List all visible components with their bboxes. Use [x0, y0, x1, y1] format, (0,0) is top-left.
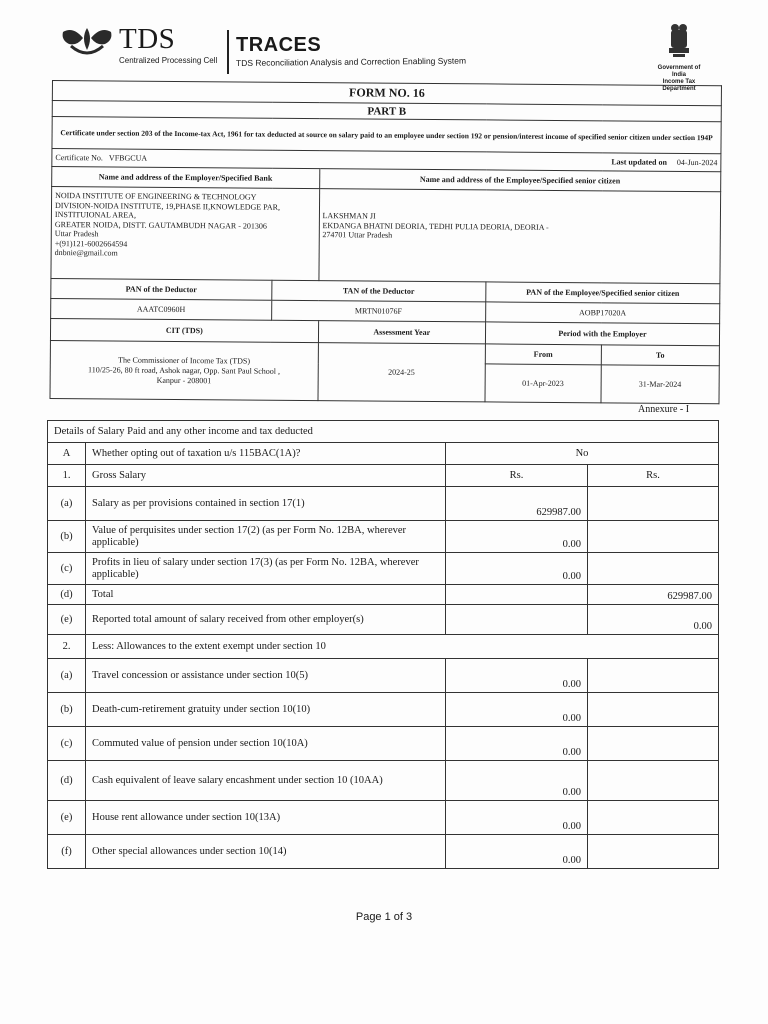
employee-header: Name and address of the Employee/Specified senior citizen — [319, 169, 721, 192]
row-label: (d) — [48, 761, 86, 801]
employee-address — [319, 189, 721, 284]
certificate-text: Certificate under section 203 of the Income-tax Act, 1961 for tax deducted at source on salary paid to an employee under section 192 or pension/interest income of specified senior citizen under section 194P — [52, 117, 721, 154]
row-text: Reported total amount of salary received from other employer(s) — [86, 605, 446, 635]
table-row — [48, 761, 719, 801]
table-row — [48, 659, 719, 693]
cit-label: CIT (TDS) — [50, 318, 318, 342]
amount: 629987.00 — [588, 585, 719, 605]
amount: 0.00 — [446, 801, 588, 835]
amount: 0.00 — [446, 659, 588, 693]
certificate-no-label: Certificate No. — [55, 153, 103, 163]
amount — [446, 605, 588, 635]
row-text: Other special allowances under section 10(14) — [86, 835, 446, 869]
row-text: Gross Salary — [86, 465, 446, 487]
table-row — [48, 521, 719, 553]
rs-column-header: Rs. — [588, 465, 719, 487]
document-header — [55, 22, 715, 92]
amount: 0.00 — [446, 553, 588, 585]
header-divider — [227, 30, 229, 74]
gov-line1: Government of India — [657, 65, 701, 78]
row-label: A — [48, 443, 86, 465]
row-label: 1. — [48, 465, 86, 487]
cit-address — [50, 340, 318, 400]
row-label: (a) — [48, 659, 86, 693]
pan-deductor-label: PAN of the Deductor — [51, 278, 272, 300]
employer-address — [51, 187, 319, 281]
certificate-no: VFBGCUA — [108, 153, 148, 163]
to-label: To — [601, 345, 719, 366]
period-from: 01-Apr-2023 — [485, 364, 601, 403]
form-title: FORM NO. 16 — [52, 81, 721, 106]
amount: 0.00 — [446, 521, 588, 553]
pan-employee: AOBP17020A — [485, 302, 719, 324]
table-row — [48, 553, 719, 585]
amount — [588, 487, 719, 521]
row-label: (c) — [48, 553, 86, 585]
employer-line: NOIDA INSTITUTE OF ENGINEERING & TECHNOLOGY — [55, 191, 257, 202]
cit-line: Kanpur - 208001 — [156, 375, 212, 385]
amount — [446, 585, 588, 605]
tds-title: TDS — [119, 23, 176, 55]
row-text: Less: Allowances to the extent exempt under section 10 — [86, 635, 719, 659]
row-text: Value of perquisites under section 17(2) (as per Form No. 12BA, wherever applicable) — [86, 521, 446, 553]
pan-deductor: AAATC0960H — [51, 298, 272, 320]
employee-line: LAKSHMAN JI — [322, 211, 376, 221]
emblem-icon — [664, 22, 694, 60]
tan-deductor-label: TAN of the Deductor — [272, 280, 486, 302]
amount: 0.00 — [588, 605, 719, 635]
row-label: (b) — [48, 521, 86, 553]
cit-line: 110/25-26, 80 ft road, Ashok nagar, Opp. Sant Paul School , — [87, 364, 281, 376]
table-row — [48, 487, 719, 521]
row-label: (b) — [48, 693, 86, 727]
amount — [588, 521, 719, 553]
row-label: (e) — [48, 605, 86, 635]
tds-logo — [59, 24, 217, 65]
salary-heading: Details of Salary Paid and any other income and tax deducted — [48, 421, 719, 443]
assessment-year: 2024-25 — [318, 343, 486, 402]
form-part: PART B — [52, 101, 721, 122]
traces-subtitle: TDS Reconciliation Analysis and Correction Enabling System — [235, 55, 467, 68]
employer-line: DIVISION-NOIDA INSTITUTE, 19,PHASE II,KNOWLEDGE PAR, — [54, 200, 281, 212]
row-text: Death-cum-retirement gratuity under section 10(10) — [86, 693, 446, 727]
row-label: (c) — [48, 727, 86, 761]
row-text: Cash equivalent of leave salary encashment under section 10 (10AA) — [86, 761, 446, 801]
employer-line: INSTITUIONAL AREA, — [54, 210, 137, 220]
page-number: Page 1 of 3 — [355, 911, 413, 923]
annexure-label: Annexure - I — [638, 404, 690, 415]
employer-line: Uttar Pradesh — [54, 229, 99, 239]
employer-line: GREATER NOIDA, DISTT. GAUTAMBUDH NAGAR - 201306 — [54, 219, 267, 231]
amount: 0.00 — [446, 693, 588, 727]
employer-line: +(91)121-6002664594 — [54, 238, 128, 249]
employer-line: dnbnie@gmail.com — [54, 248, 118, 258]
amount: 629987.00 — [446, 487, 588, 521]
row-text: Salary as per provisions contained in section 17(1) — [86, 487, 446, 521]
traces-title: TRACES — [236, 34, 322, 56]
table-row — [48, 727, 719, 761]
pan-employee-label: PAN of the Employee/Specified senior citizen — [486, 282, 720, 304]
gov-line2: Income Tax Department — [662, 79, 696, 92]
amount: 0.00 — [446, 761, 588, 801]
amount — [588, 553, 719, 585]
period-label: Period with the Employer — [485, 322, 719, 346]
salary-details-table — [47, 420, 719, 869]
row-text: Total — [86, 585, 446, 605]
row-label: 2. — [48, 635, 86, 659]
from-label: From — [485, 344, 601, 365]
government-emblem — [651, 22, 707, 93]
amount: 0.00 — [446, 835, 588, 869]
ay-label: Assessment Year — [318, 321, 485, 344]
row-text: Whether opting out of taxation u/s 115BAC(1A)? — [86, 443, 446, 465]
employee-line: 274701 Uttar Pradesh — [322, 230, 393, 240]
table-row — [48, 693, 719, 727]
row-label: (f) — [48, 835, 86, 869]
table-row — [48, 801, 719, 835]
table-row — [48, 605, 719, 635]
table-row — [48, 585, 719, 605]
form16-header-table — [49, 80, 721, 404]
opt-out-value: No — [446, 443, 719, 465]
cit-line: The Commissioner of Income Tax (TDS) — [118, 355, 251, 366]
last-updated-label: Last updated on — [611, 157, 667, 167]
row-text: Travel concession or assistance under section 10(5) — [86, 659, 446, 693]
tds-subtitle: Centralized Processing Cell — [119, 56, 218, 65]
row-text: Commuted value of pension under section 10(10A) — [86, 727, 446, 761]
tds-leaf-icon — [59, 24, 115, 60]
row-text: House rent allowance under section 10(13A) — [86, 801, 446, 835]
certificate-no-cell — [52, 149, 320, 169]
employer-header: Name and address of the Employer/Specified Bank — [52, 167, 320, 189]
row-label: (d) — [48, 585, 86, 605]
employee-line: EKDANGA BHATNI DEORIA, TEDHI PULIA DEORIA, DEORIA - — [322, 220, 549, 232]
last-updated: 04-Jun-2024 — [676, 157, 718, 168]
rs-column-header: Rs. — [446, 465, 588, 487]
row-label: (a) — [48, 487, 86, 521]
amount: 0.00 — [446, 727, 588, 761]
period-to: 31-Mar-2024 — [601, 365, 719, 404]
row-label: (e) — [48, 801, 86, 835]
table-row — [48, 835, 719, 869]
tan-deductor: MRTN01076F — [271, 300, 485, 322]
row-text: Profits in lieu of salary under section 17(3) (as per Form No. 12BA, wherever applicable) — [86, 553, 446, 585]
